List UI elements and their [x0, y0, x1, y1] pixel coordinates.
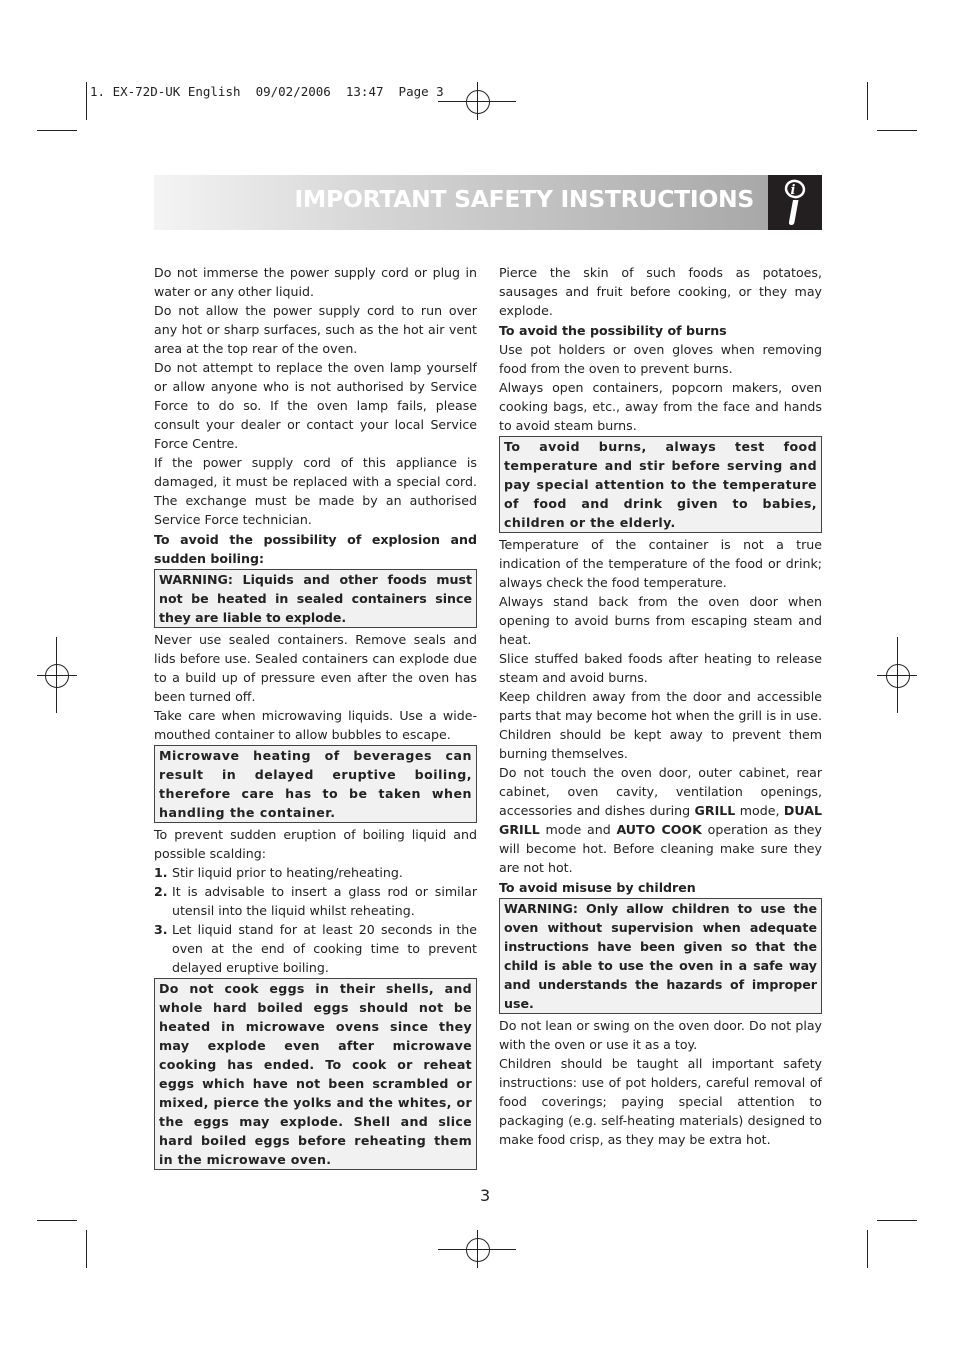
paragraph: Slice stuffed baked foods after heating to release steam and avoid burns.: [499, 651, 822, 685]
crop-mark-tl-v: [86, 82, 87, 120]
warning-box-beverages: [154, 745, 477, 823]
paragraph: Do not lean or swing on the oven door. Do not play with the oven or use it as a toy.: [499, 1018, 822, 1052]
section-heading-children: To avoid misuse by children: [499, 880, 696, 895]
svg-text:i: i: [790, 183, 796, 198]
warning-box-sealed-containers: [154, 569, 477, 628]
crop-mark-tr-h: [877, 130, 917, 131]
paragraph-grill-modes: [499, 763, 822, 877]
paragraph: Never use sealed containers. Remove seals and lids before use. Sealed containers can explode due to a build up of pressure even after the oven has been turned off.: [154, 632, 477, 704]
paragraph: Temperature of the container is not a true indication of the temperature of the food or drink; always check the food temperature.: [499, 537, 822, 590]
list-item: [154, 863, 477, 882]
step-text: Stir liquid prior to heating/reheating.: [172, 865, 403, 880]
steps-list: [154, 863, 477, 977]
paragraph: Do not attempt to replace the oven lamp yourself or allow anyone who is not authorised by Service Force to do so. If the oven lamp fails, please consult your dealer or contact your local Service Force Centre.: [154, 360, 477, 451]
crop-mark-tr-v: [867, 82, 868, 120]
paragraph: Always open containers, popcorn makers, oven cooking bags, etc., away from the face and hands to avoid steam burns.: [499, 380, 822, 433]
paragraph: Pierce the skin of such foods as potatoes, sausages and fruit before cooking, or they may explode.: [499, 265, 822, 318]
paragraph: Do not immerse the power supply cord or plug in water or any other liquid.: [154, 265, 477, 299]
section-banner: [154, 175, 768, 230]
page-number: 3: [480, 1186, 491, 1205]
warning-text: WARNING: Only allow children to use the oven without supervision when adequate instructions have been given so that the child is able to use the oven in a safe way and understands the hazards of improper use.: [504, 901, 817, 1011]
paragraph: Do not allow the power supply cord to run over any hot or sharp surfaces, such as the hot air vent area at the top rear of the oven.: [154, 303, 477, 356]
paragraph: Children should be taught all important safety instructions: use of pot holders, careful removal of food coverings; paying special attention to packaging (e.g. self-heating materials) designed to make food crisp, as they may be extra hot.: [499, 1056, 822, 1147]
paragraph: If the power supply cord of this appliance is damaged, it must be replaced with a special cord. The exchange must be made by an authorised Service Force technician.: [154, 455, 477, 527]
crop-mark-bl-h: [37, 1220, 77, 1221]
crop-mark-br-h: [877, 1220, 917, 1221]
step-number: 3.: [154, 922, 168, 937]
crop-mark-br-v: [867, 1230, 868, 1268]
paragraph: Always stand back from the oven door when opening to avoid burns from escaping steam and heat.: [499, 594, 822, 647]
list-item: [154, 882, 477, 920]
text-run: Do not touch the oven door, outer cabinet, rear cabinet, oven cavity, ventilation openings, accessories and dishes during: [499, 765, 822, 818]
crop-mark-bl-v: [86, 1230, 87, 1268]
warning-text: Microwave heating of beverages can result in delayed eruptive boiling, therefore care has to be taken when handling the container.: [159, 748, 472, 820]
print-slug: 1. EX-72D-UK English 09/02/2006 13:47 Page 3: [90, 84, 444, 99]
warning-box-eggs: [154, 978, 477, 1170]
step-number: 1.: [154, 865, 168, 880]
text-run: operation as they will become hot. Before cleaning make sure they are not hot.: [499, 822, 823, 875]
step-number: 2.: [154, 884, 168, 899]
text-run: mode and: [539, 822, 617, 837]
section-heading-burns: To avoid the possibility of burns: [499, 323, 727, 338]
paragraph: To prevent sudden eruption of boiling liquid and possible scalding:: [154, 827, 477, 861]
paragraph: Take care when microwaving liquids. Use a wide-mouthed container to allow bubbles to escape.: [154, 708, 477, 742]
warning-text: To avoid burns, always test food temperature and stir before serving and pay special attention to the temperature of food and drink given to babies, children or the elderly.: [504, 439, 817, 530]
info-icon: [768, 175, 822, 230]
warning-box-burns: [499, 436, 822, 533]
warning-box-children: [499, 898, 822, 1014]
warning-text: WARNING: Liquids and other foods must not be heated in sealed containers since they are liable to explode.: [159, 572, 472, 625]
left-column: [154, 263, 477, 1172]
keyword-auto-cook: AUTO COOK: [616, 822, 702, 837]
keyword-grill: GRILL: [694, 803, 736, 818]
text-run: mode,: [735, 803, 784, 818]
right-column: [499, 263, 822, 1149]
warning-text: Do not cook eggs in their shells, and whole hard boiled eggs should not be heated in microwave ovens since they may explode even after microwave cooking has ended. To cook or reheat eggs which have not been scrambled or mixed, pierce the yolks and the whites, or the eggs may explode. Shell and slice hard boiled eggs before reheating them in the microwave oven.: [159, 981, 472, 1167]
section-heading-explosion: To avoid the possibility of explosion and sudden boiling:: [154, 532, 477, 566]
step-text: It is advisable to insert a glass rod or similar utensil into the liquid whilst reheating.: [172, 884, 477, 918]
list-item: [154, 920, 477, 977]
paragraph: Use pot holders or oven gloves when removing food from the oven to prevent burns.: [499, 342, 822, 376]
keyword-dual-grill: DUAL GRILL: [499, 803, 822, 837]
paragraph: Keep children away from the door and accessible parts that may become hot when the grill is in use. Children should be kept away to prevent them burning themselves.: [499, 689, 822, 761]
crop-mark-tl-h: [37, 130, 77, 131]
page-title: IMPORTANT SAFETY INSTRUCTIONS: [294, 185, 754, 213]
step-text: Let liquid stand for at least 20 seconds in the oven at the end of cooking time to prevent delayed eruptive boiling.: [172, 922, 477, 975]
